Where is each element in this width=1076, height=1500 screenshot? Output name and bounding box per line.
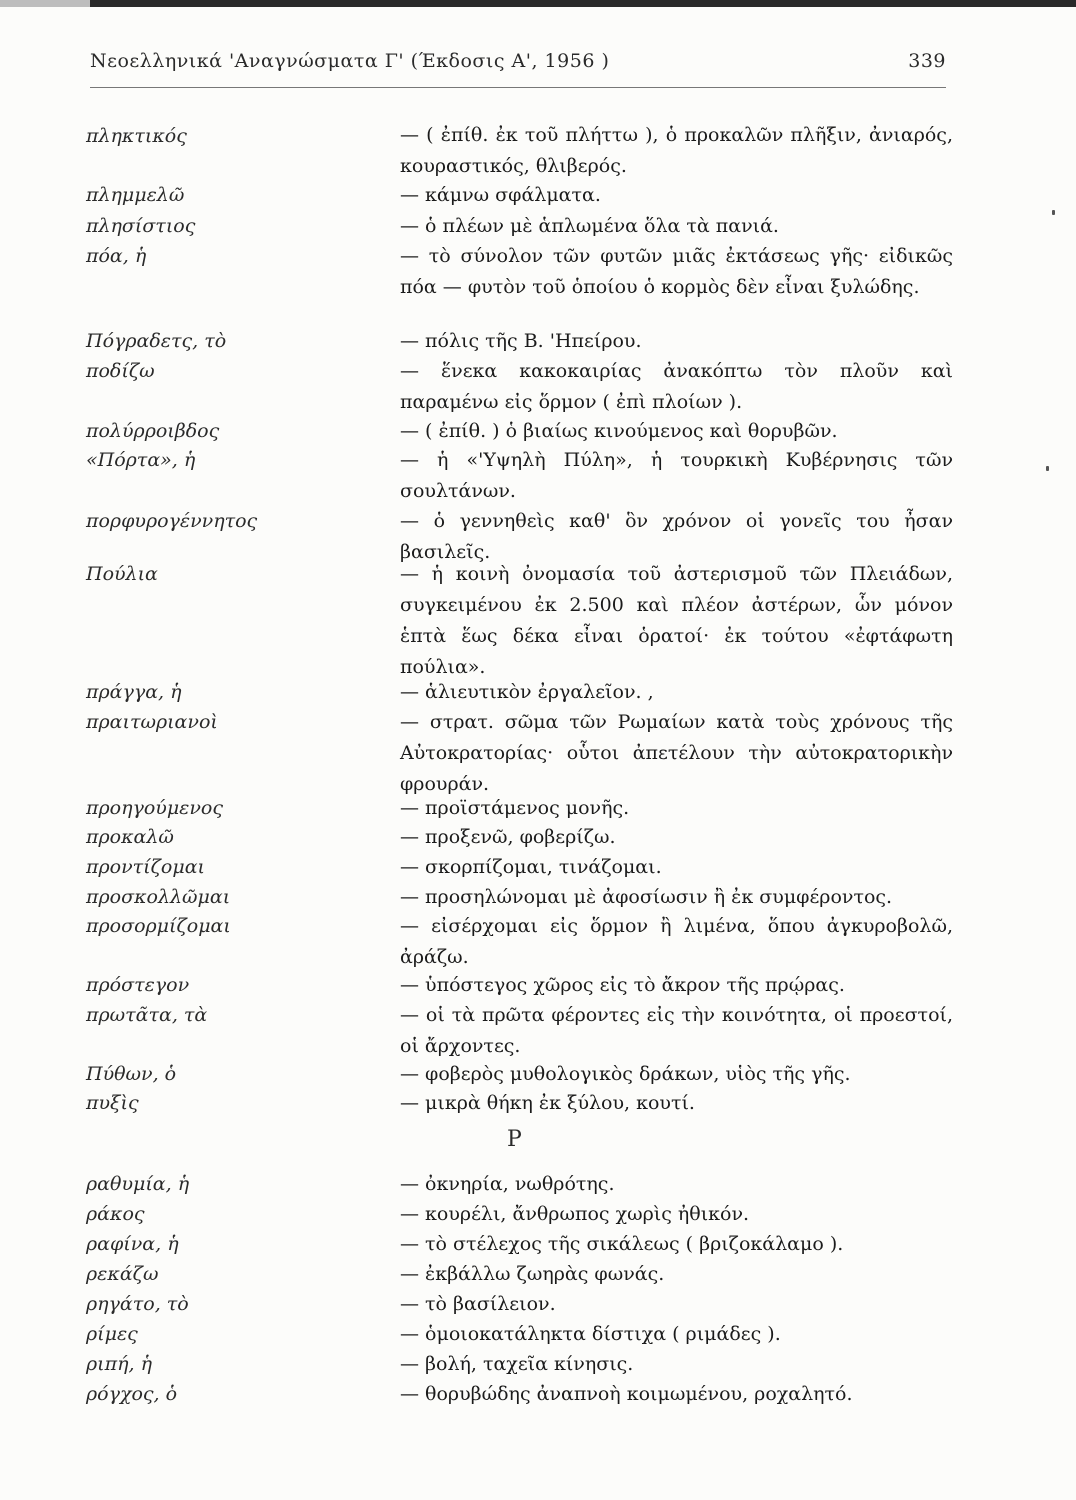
headword: ρεκάζω [86, 1263, 159, 1285]
definition: — οἱ τὰ πρῶτα φέροντες εἰς τὴν κοινότητα, οἱ προεστοί, οἱ ἄρχοντες. [400, 1004, 953, 1057]
definition: — μικρὰ θήκη ἐκ ξύλου, κουτί. [400, 1092, 695, 1114]
definition: — ἡ «'Υψηλὴ Πύλη», ἡ τουρκικὴ Κυβέρνησις τῶν σουλτάνων. [400, 449, 953, 502]
headword: Πύθων, ὁ [86, 1063, 177, 1085]
headword: ρόγχος, ὁ [86, 1383, 178, 1405]
definition: — τὸ σύνολον τῶν φυτῶν μιᾶς ἐκτάσεως γῆς· εἰδικῶς πόα — φυτὸν τοῦ ὁποίου ὁ κορμὸς δὲν εἶναι ξυλώδης. [400, 245, 953, 298]
definition: — βολή, ταχεῖα κίνησις. [400, 1353, 634, 1375]
definition: — ἐκβάλλω ζωηρὰς φωνάς. [400, 1263, 665, 1285]
headword: προσκολλῶμαι [86, 886, 231, 908]
headword: πρωτᾶτα, τὰ [86, 1004, 208, 1026]
definition: — στρατ. σῶμα τῶν Ρωμαίων κατὰ τοὺς χρόνους τῆς Αὐτοκρατορίας· οὗτοι ἀπετέλουν τὴν αὐτοκρατορικὴν φρουράν. [400, 711, 953, 795]
headword: πραιτωριανοὶ [86, 711, 218, 733]
headword: ποδίζω [86, 360, 155, 382]
definition: — προξενῶ, φοβερίζω. [400, 826, 616, 848]
headword: προντίζομαι [86, 856, 205, 878]
definition: — κουρέλι, ἄνθρωπος χωρὶς ἠθικόν. [400, 1203, 750, 1225]
headword: προκαλῶ [86, 826, 174, 848]
definition: — σκορπίζομαι, τινάζομαι. [400, 856, 662, 878]
scan-speck [1052, 210, 1055, 215]
headword: πορφυρογέννητος [86, 510, 258, 532]
headword: ριπή, ἡ [86, 1353, 152, 1375]
headword: πυξὶς [86, 1092, 139, 1114]
definition: — προσηλώνομαι μὲ ἀφοσίωσιν ἢ ἐκ συμφέροντος. [400, 886, 893, 908]
headword: Πόγραδετς, τὸ [86, 330, 227, 352]
headword: πλημμελῶ [86, 184, 185, 206]
definition: — φοβερὸς μυθολογικὸς δράκων, υἱὸς τῆς γῆς. [400, 1063, 851, 1085]
definition: — ἁλιευτικὸν ἐργαλεῖον. , [400, 681, 654, 703]
headword: πρόστεγον [86, 974, 190, 996]
definition: — ὑπόστεγος χῶρος εἰς τὸ ἄκρον τῆς πρῴρας. [400, 974, 845, 996]
headword: ρηγάτο, τὸ [86, 1293, 189, 1315]
headword: πράγγα, ἡ [86, 681, 182, 703]
page-number: 339 [908, 50, 946, 72]
headword: πληκτικός [86, 125, 187, 147]
headword: «Πόρτα», ἡ [86, 449, 196, 471]
headword: ραφίνα, ἡ [86, 1233, 179, 1255]
definition: — ἕνεκα κακοκαιρίας ἀνακόπτω τὸν πλοῦν καὶ παραμένω εἰς ὅρμον ( ἐπὶ πλοίων ). [400, 360, 953, 413]
definition: — θορυβώδης ἀναπνοὴ κοιμωμένου, ροχαλητό. [400, 1383, 853, 1405]
definition: — πόλις τῆς Β. 'Ηπείρου. [400, 330, 642, 352]
headword: πόα, ἡ [86, 245, 147, 267]
headword: πλησίστιος [86, 215, 196, 237]
definition: — τὸ στέλεχος τῆς σικάλεως ( βριζοκάλαμο ). [400, 1233, 844, 1255]
headword: προσορμίζομαι [86, 915, 231, 937]
headword: προηγούμενος [86, 797, 223, 819]
running-title: Νεοελληνικά 'Αναγνώσματα Γ' (Έκδοσις Α', 1956 ) [90, 50, 610, 72]
definition: — ὁ πλέων μὲ ἁπλωμένα ὅλα τὰ πανιά. [400, 215, 779, 237]
definition: — εἰσέρχομαι εἰς ὅρμον ἢ λιμένα, ὅπου ἀγκυροβολῶ, ἀράζω. [400, 915, 953, 968]
definition: — ( ἐπίθ. ἐκ τοῦ πλήττω ), ὁ προκαλῶν πλῆξιν, ἀνιαρός, κουραστικός, θλιβερός. [400, 124, 953, 177]
definition: — ὀκνηρία, νωθρότης. [400, 1173, 615, 1195]
definition: — ἡ κοινὴ ὀνομασία τοῦ ἀστερισμοῦ τῶν Πλειάδων, συγκειμένου ἐκ 2.500 καὶ πλέον ἀστέρων, ὧν μόνον ἑπτὰ ἕως δέκα εἶναι ὁρατοί· ἐκ τούτου «ἐφτάφωτη πούλια». [400, 563, 953, 678]
section-letter: Ρ [507, 1127, 522, 1152]
scan-speck [1046, 466, 1049, 471]
definition: — προϊστάμενος μονῆς. [400, 797, 630, 819]
definition: — κάμνω σφάλματα. [400, 184, 601, 206]
headword: ραθυμία, ἡ [86, 1173, 190, 1195]
headword: ρίμες [86, 1323, 138, 1345]
headword: Πούλια [86, 563, 158, 585]
definition: — ὁ γεννηθεὶς καθ' ὃν χρόνον οἱ γονεῖς του ἦσαν βασιλεῖς. [400, 510, 953, 563]
headword: πολύρροιβδος [86, 420, 220, 442]
definition: — ὁμοιοκατάληκτα δίστιχα ( ριμάδες ). [400, 1323, 781, 1345]
definition: — τὸ βασίλειον. [400, 1293, 556, 1315]
definition: — ( ἐπίθ. ) ὁ βιαίως κινούμενος καὶ θορυβῶν. [400, 420, 838, 442]
headword: ράκος [86, 1203, 145, 1225]
